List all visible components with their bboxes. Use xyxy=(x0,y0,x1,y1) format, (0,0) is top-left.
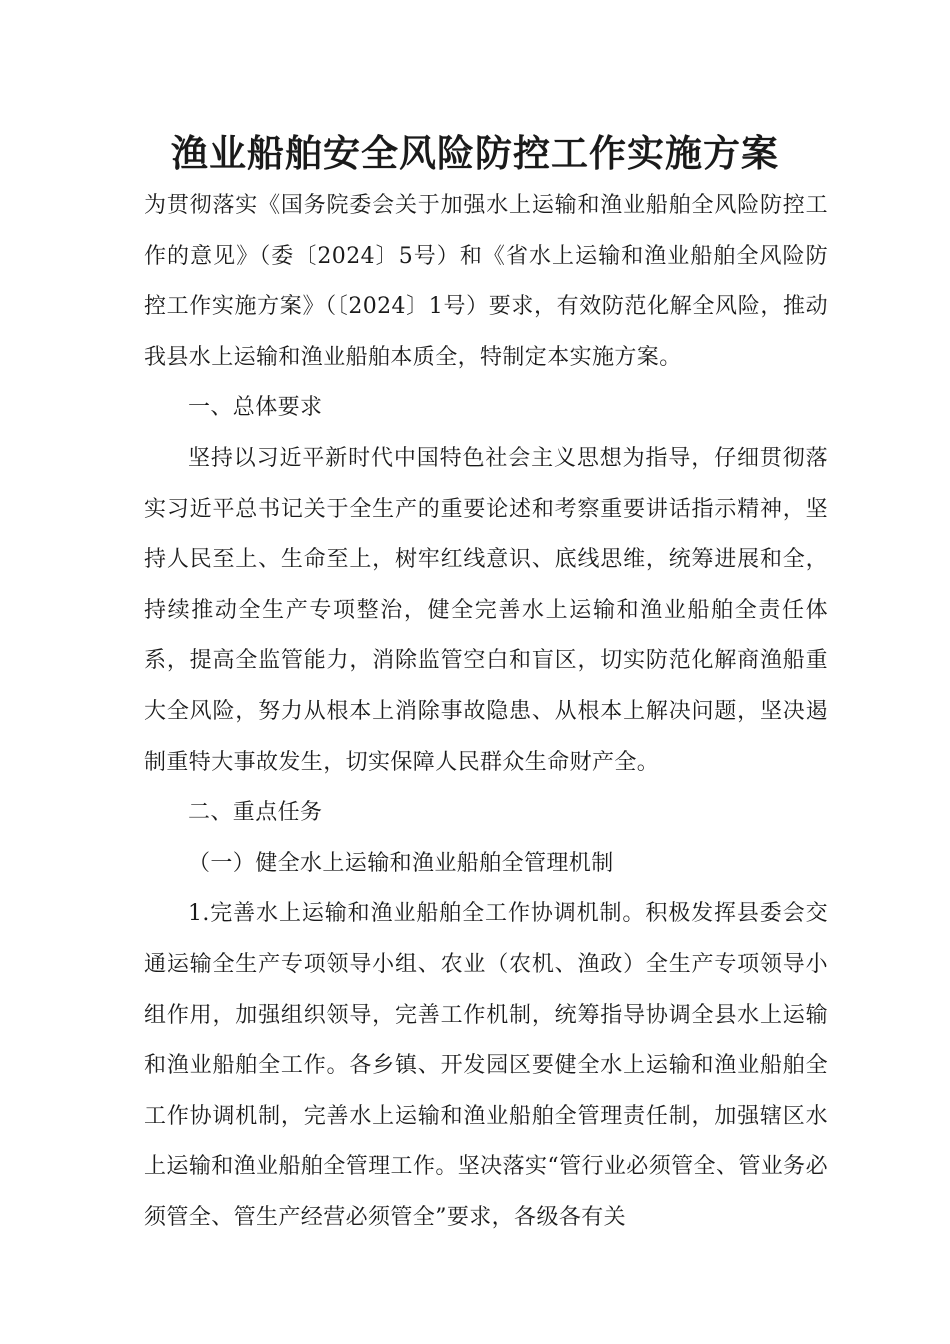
task-1-paragraph: 1.完善水上运输和渔业船舶全工作协调机制。积极发挥县委会交通运输全生产专项领导小组、农业（农机、渔政）全生产专项领导小组作用，加强组织领导，完善工作机制，统筹指导协调全县水上运输和渔业船舶全工作。各乡镇、开发园区要健全水上运输和渔业船舶全工作协调机制，完善水上运输和渔业船舶全管理责任制，加强辖区水上运输和渔业船舶全管理工作。坚决落实“管行业必须管全、管业务必须管全、管生产经营必须管全”要求，各级各有关 xyxy=(144,901,828,1230)
intro-paragraph: 为贯彻落实《国务院委会关于加强水上运输和渔业船舶全风险防控工作的意见》（委〔2024〕5号）和《省水上运输和渔业船舶全风险防控工作实施方案》（〔2024〕1号）要求，有效防范化解全风险，推动我县水上运输和渔业船舶本质全，特制定本实施方案。 xyxy=(144,193,828,370)
document-body xyxy=(144,181,828,1243)
general-requirements-paragraph: 坚持以习近平新时代中国特色社会主义思想为指导，仔细贯彻落实习近平总书记关于全生产的重要论述和考察重要讲话指示精神，坚持人民至上、生命至上，树牢红线意识、底线思维，统筹进展和全，持续推动全生产专项整治，健全完善水上运输和渔业船舶全责任体系，提高全监管能力，消除监管空白和盲区，切实防范化解商渔船重大全风险，努力从根本上消除事故隐患、从根本上解决问题，坚决遏制重特大事故发生，切实保障人民群众生命财产全。 xyxy=(144,445,828,775)
document-title: 渔业船舶安全风险防控工作实施方案 xyxy=(171,132,779,175)
section-heading-key-tasks: 二、重点任务 xyxy=(188,800,323,826)
subsection-heading-management-mechanism: （一）健全水上运输和渔业船舶全管理机制 xyxy=(188,850,614,876)
section-heading-general-requirements: 一、总体要求 xyxy=(188,395,323,421)
